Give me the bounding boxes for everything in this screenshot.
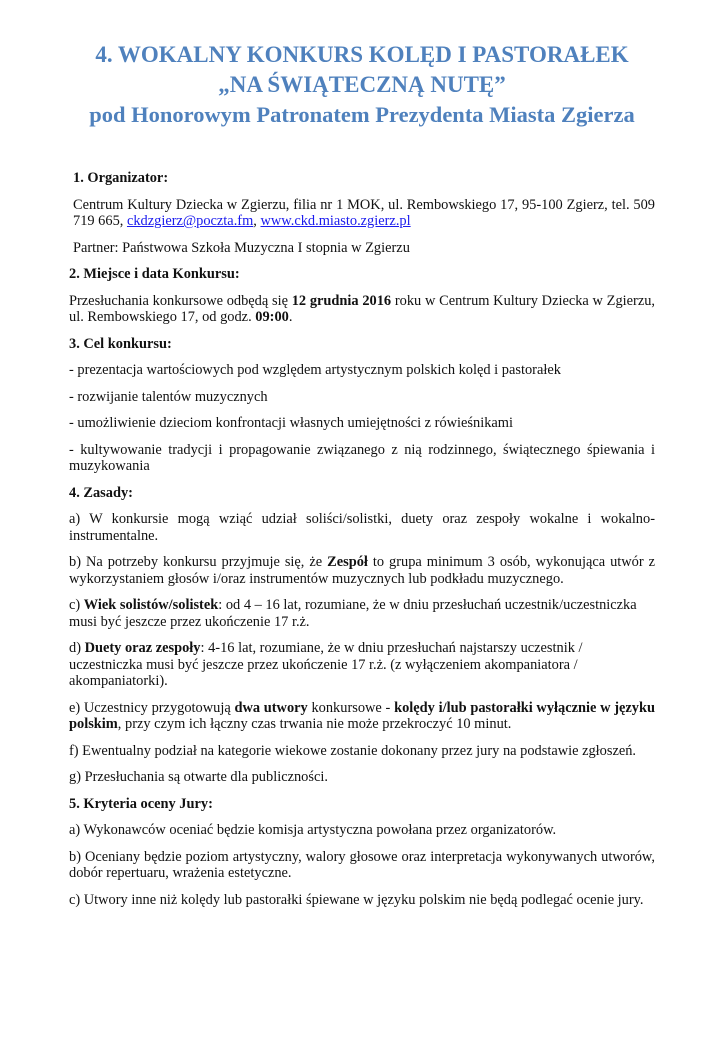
partner-info: Partner: Państwowa Szkoła Muzyczna I stopnia w Zgierzu bbox=[73, 239, 410, 256]
rule-e bbox=[69, 700, 655, 733]
document-header bbox=[69, 40, 655, 130]
rule-bold-part: Duety oraz zespoły bbox=[84, 640, 201, 656]
section-1-heading: 1. Organizator: bbox=[73, 170, 169, 186]
criterion-a: a) Wykonawców oceniać będzie komisja artystyczna powołana przez organizatorów. bbox=[69, 822, 557, 838]
rule-text-part: to grupa minimum 3 osób, wykonująca utwór z wykorzystaniem głosów i/oraz instrumentów muzycznych lub podkładu muzycznego. bbox=[69, 554, 655, 587]
venue-text-part: roku w Centrum Kultury Dziecka w Zgierzu, ul. Rembowskiego 17, od godz. bbox=[69, 292, 656, 325]
rule-text-part: konkursowe - bbox=[307, 699, 395, 716]
criterion-b: b) Oceniany będzie poziom artystyczny, walory głosowe oraz interpretacja wykonywanych utworów, dobór repertuaru, wrażenia estetyczne. bbox=[69, 848, 655, 881]
rule-a: a) W konkursie mogą wziąć udział soliści/solistki, duety oraz zespoły wokalne i wokalno-instrumentalne. bbox=[69, 511, 655, 544]
venue-date-text bbox=[69, 293, 655, 326]
rule-b bbox=[69, 554, 655, 587]
title-line-3: pod Honorowym Patronatem Prezydenta Miasta Zgierza bbox=[89, 102, 635, 127]
section-5-heading: 5. Kryteria oceny Jury: bbox=[69, 795, 213, 812]
document-page bbox=[0, 40, 724, 1064]
criterion-c: c) Utwory inne niż kolędy lub pastorałki śpiewane w języku polskim nie będą podlegać ocenie jury. bbox=[69, 891, 644, 908]
link-separator: , bbox=[253, 213, 261, 229]
rule-text-part: , przy czym ich łączny czas trwania nie może przekroczyć 10 minut. bbox=[117, 716, 512, 732]
rule-bold-part: kolędy i/lub pastorałki wyłącznie w języku polskim bbox=[69, 699, 656, 732]
rule-text-part: : 4-16 lat, rozumiane, że w dniu przesłuchań najstarszy uczestnik / uczestniczka musi być jeszcze przez ukończenie 17 r.ż. (z wyłączeniem akompaniatora / akompaniatorki). bbox=[69, 640, 583, 689]
event-date: 12 grudnia 2016 bbox=[291, 292, 392, 309]
section-3-heading: 3. Cel konkursu: bbox=[69, 335, 172, 352]
email-link[interactable]: ckdzgierz@poczta.fm bbox=[126, 213, 254, 229]
rule-bold-part: Wiek solistów/solistek bbox=[83, 597, 219, 613]
title-line-1: 4. WOKALNY KONKURS KOLĘD I PASTORAŁEK bbox=[95, 42, 629, 67]
section-2-heading: 2. Miejsce i data Konkursu: bbox=[69, 266, 240, 282]
website-link[interactable]: www.ckd.miasto.zgierz.pl bbox=[260, 213, 411, 229]
rule-text-part: c) bbox=[69, 597, 84, 613]
organizer-info bbox=[69, 197, 655, 230]
rule-text-part: d) bbox=[69, 640, 85, 656]
goal-item: - rozwijanie talentów muzycznych bbox=[69, 388, 268, 405]
document-body bbox=[69, 170, 655, 908]
rule-f: f) Ewentualny podział na kategorie wiekowe zostanie dokonany przez jury na podstawie zgłoszeń. bbox=[69, 742, 637, 759]
rule-c bbox=[69, 597, 655, 630]
goal-item: - kultywowanie tradycji i propagowanie związanego z nią rodzinnego, świątecznego śpiewania i muzykowania bbox=[69, 441, 655, 474]
rule-text-part: e) Uczestnicy przygotowują bbox=[69, 699, 235, 716]
goal-item: - umożliwienie dzieciom konfrontacji własnych umiejętności z rówieśnikami bbox=[69, 415, 513, 431]
event-time: 09:00 bbox=[255, 309, 289, 325]
venue-text-part: Przesłuchania konkursowe odbędą się bbox=[69, 292, 292, 309]
organizer-text: Centrum Kultury Dziecka w Zgierzu, filia nr 1 MOK, ul. Rembowskiego 17, 95-100 Zgierz, tel. 509 719 665, bbox=[73, 196, 655, 229]
venue-text-part: . bbox=[288, 309, 293, 325]
rule-text-part: b) Na potrzeby konkursu przyjmuje się, że bbox=[69, 554, 328, 570]
rule-text-part: : od 4 – 16 lat, rozumiane, że w dniu przesłuchań uczestnik/uczestniczka musi być jeszcze przez ukończenie 17 r.ż. bbox=[69, 597, 637, 630]
goal-item: - prezentacja wartościowych pod względem artystycznym polskich kolęd i pastorałek bbox=[69, 362, 561, 378]
rule-bold-part: Zespół bbox=[327, 554, 368, 570]
rule-d bbox=[69, 640, 655, 690]
rule-bold-part: dwa utwory bbox=[234, 699, 308, 716]
rule-g: g) Przesłuchania są otwarte dla publiczności. bbox=[69, 769, 328, 785]
title-line-2: „NA ŚWIĄTECZNĄ NUTĘ” bbox=[218, 72, 506, 97]
section-4-heading: 4. Zasady: bbox=[69, 484, 133, 501]
